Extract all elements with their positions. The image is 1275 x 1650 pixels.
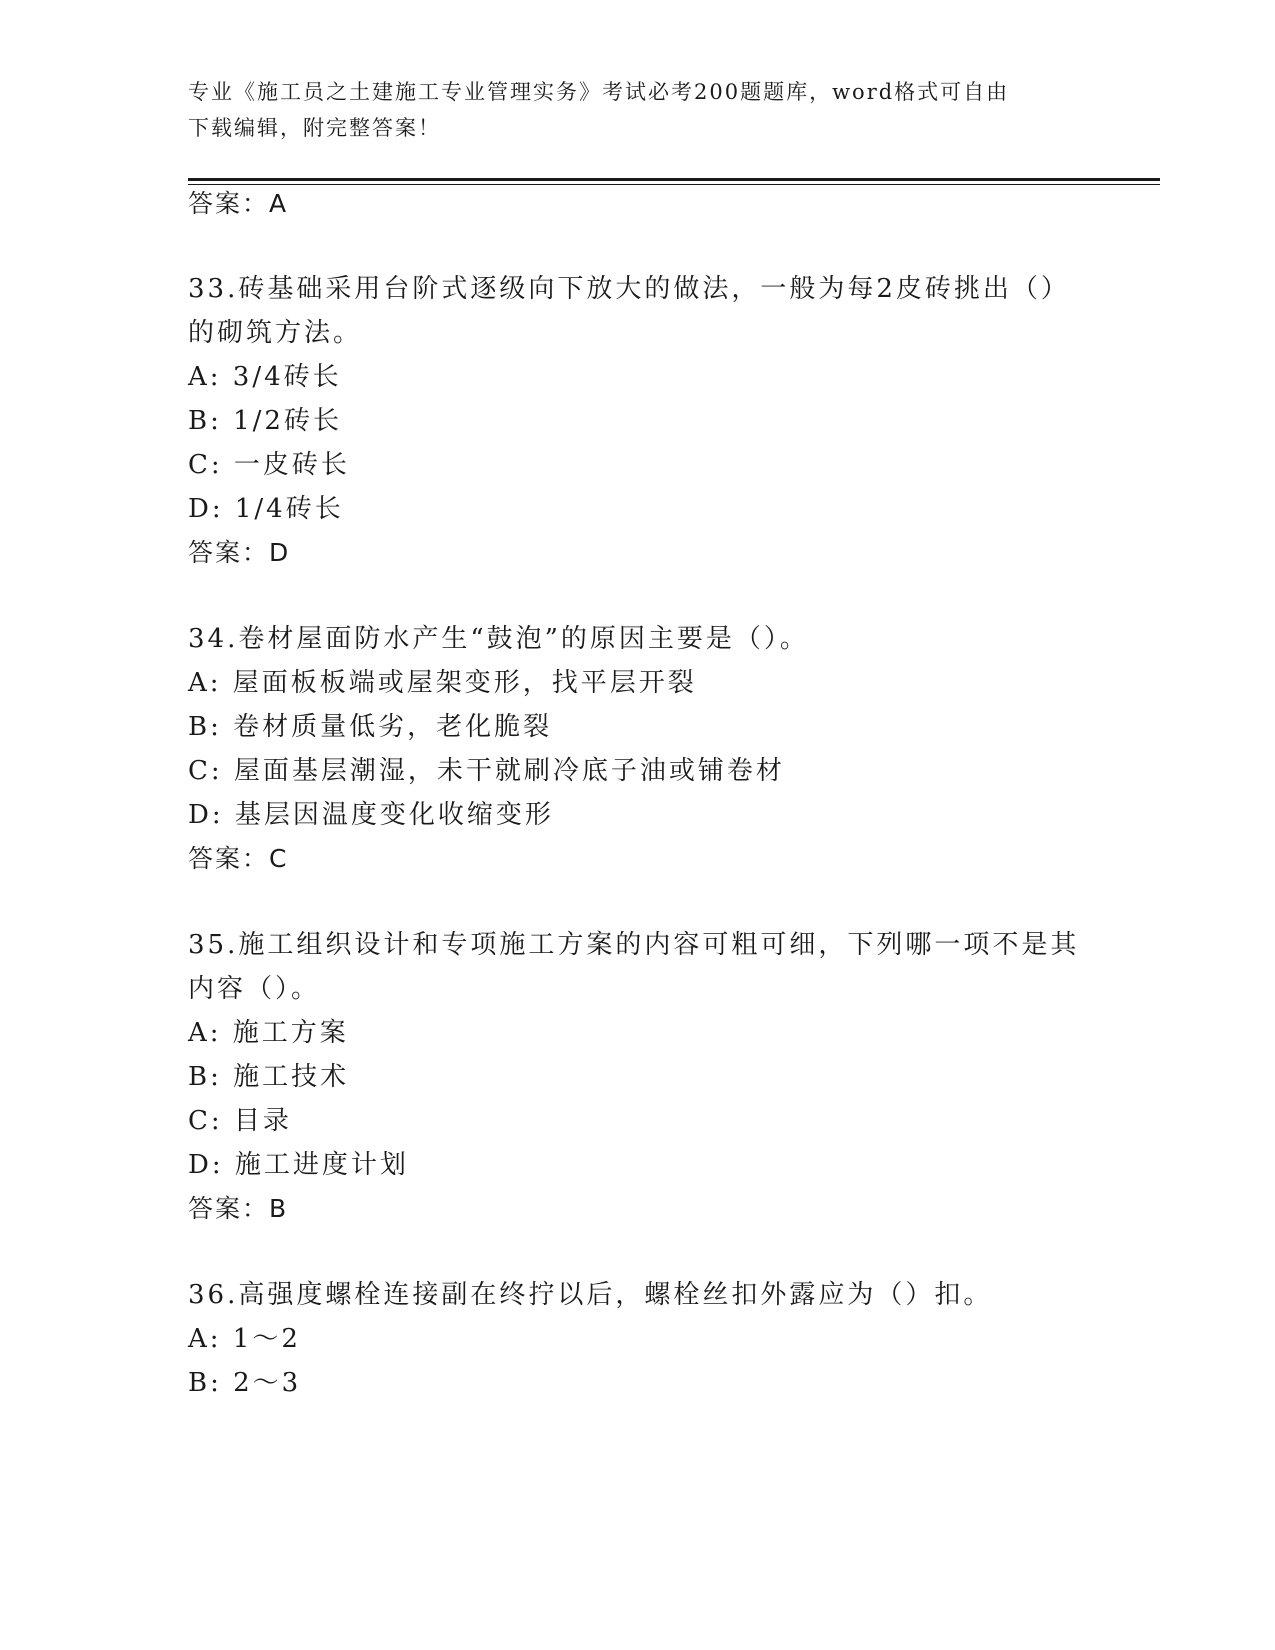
question-35-option-d: D: 施工进度计划	[188, 1150, 409, 1180]
question-33-option-d: D: 1/4砖长	[188, 494, 344, 524]
question-33-answer: 答案：D	[188, 538, 291, 567]
question-33-stem-line-2: 的砌筑方法。	[188, 318, 363, 348]
previous-answer: 答案：A	[188, 189, 289, 218]
question-35-stem-line-1: 35.施工组织设计和专项施工方案的内容可粗可细，下列哪一项不是其	[188, 930, 1080, 960]
question-33-option-c: C: 一皮砖长	[188, 450, 350, 480]
question-34-option-c: C: 屋面基层潮湿，未干就刷冷底子油或铺卷材	[188, 756, 785, 786]
header-line-2: 下载编辑，附完整答案！	[188, 116, 441, 140]
question-35-option-c: C: 目录	[188, 1106, 292, 1136]
question-35-answer: 答案：B	[188, 1194, 289, 1223]
question-36-option-a: A: 1～2	[188, 1324, 301, 1354]
question-33-option-a: A: 3/4砖长	[188, 362, 342, 392]
question-34-stem-line-1: 34.卷材屋面防水产生“鼓泡”的原因主要是（）。	[188, 624, 809, 654]
header-line-1: 专业《施工员之土建施工专业管理实务》考试必考200题题库，word格式可自由	[188, 80, 1010, 104]
question-36-stem-line-1: 36.高强度螺栓连接副在终拧以后，螺栓丝扣外露应为（）扣。	[188, 1280, 993, 1310]
question-33-option-b: B: 1/2砖长	[188, 406, 342, 436]
document-header	[188, 74, 1088, 146]
header-divider-thin	[188, 184, 1160, 185]
question-35-option-a: A: 施工方案	[188, 1018, 349, 1048]
header-divider-thick	[188, 178, 1160, 181]
question-34-option-b: B: 卷材质量低劣，老化脆裂	[188, 712, 553, 742]
question-34-answer: 答案：C	[188, 844, 289, 873]
question-35-stem-line-2: 内容（）。	[188, 974, 321, 1004]
question-35-option-b: B: 施工技术	[188, 1062, 350, 1092]
question-33-stem-line-1: 33.砖基础采用台阶式逐级向下放大的做法，一般为每2皮砖挑出（）	[188, 274, 1070, 304]
question-34-option-d: D: 基层因温度变化收缩变形	[188, 800, 554, 830]
question-34-option-a: A: 屋面板板端或屋架变形，找平层开裂	[188, 668, 697, 698]
question-36-option-b: B: 2～3	[188, 1368, 302, 1398]
